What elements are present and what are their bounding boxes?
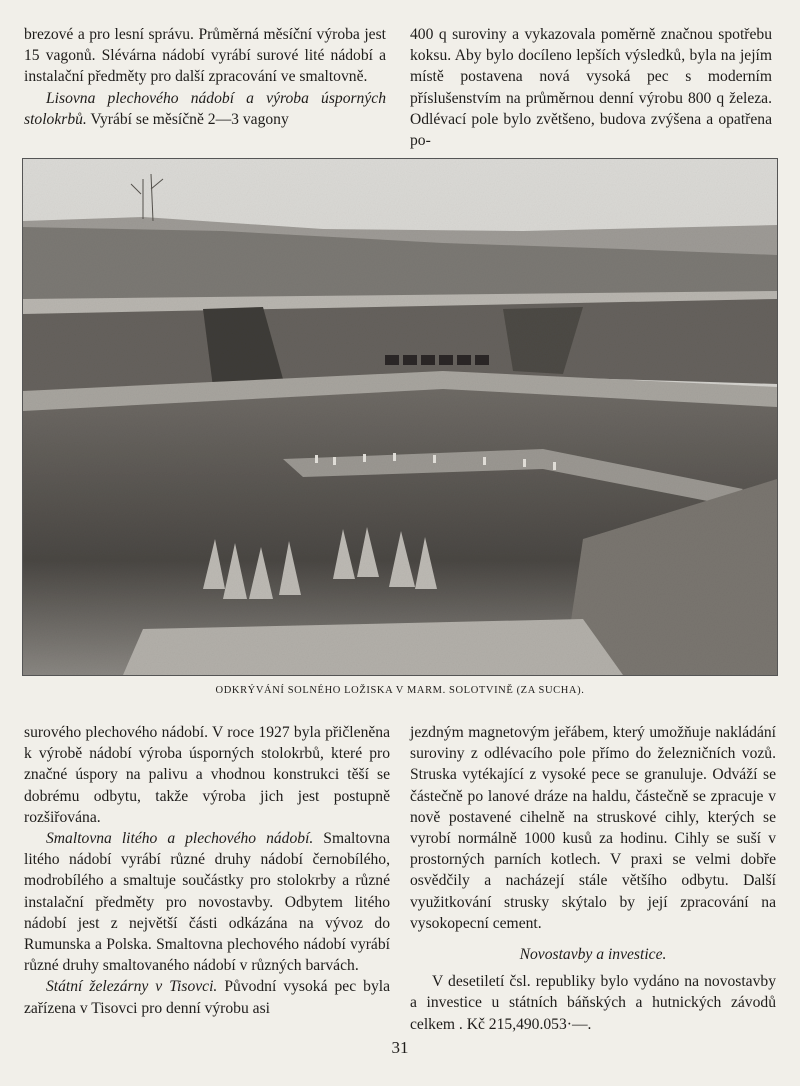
paragraph-text: Smaltovna litého nádobí vyrábí různé druhy nádobí černobílého, modrobílého a smaltuje součástky pro stolokrby a různé instalační předměty pro novostavby. Odbytem litého nádobí jest z největší části odkázána na vývoz do Rumunska a Polska. Smaltovna plechového nádobí vyrábí různé druhy smaltovaného nádobí v různých barvách. [24, 830, 390, 975]
paragraph: 400 q suroviny a vykazovala poměrně značnou spotřebu koksu. Aby bylo docíleno lepších výsledků, byla na jejím místě postavena nová vysoká pec s moderním příslušenstvím na průměrnou denní výrobu 800 q železa. Odlévací pole bylo zvětšeno, budova zvýšena a opatřena po- [410, 26, 772, 150]
paragraph [24, 828, 390, 976]
photograph-salt-mine [22, 158, 778, 676]
section-heading: Novostavby a investice. [519, 946, 667, 964]
photo-illustration [23, 159, 777, 675]
text-column-top-left [24, 24, 386, 130]
paragraph [24, 88, 386, 130]
section-title: Státní železárny v Tisovci. [46, 978, 218, 996]
paragraph: V desetiletí čsl. republiky bylo vydáno na novostavby a investice u státních báňských a hutnických závodů celkem . Kč 215,490.053·—. [410, 973, 776, 1033]
section-title: Smaltovna litého a plechového nádobí. [46, 830, 314, 848]
section-title: Lisovna plechového nádobí a výroba úsporných stolokrbů. [24, 89, 386, 128]
paragraph: surového plechového nádobí. V roce 1927 byla přičleněna k výrobě nádobí výroba úsporných stolokrbů, které pro značné úspory na palivu a vhodnou konstrukci těší se dobrému odbytu, takže výroba jich jest postupně rozšiřována. [24, 724, 390, 826]
figure-caption: ODKRÝVÁNÍ SOLNÉHO LOŽISKA V MARM. SOLOTVINĚ (ZA SUCHA). [215, 685, 585, 696]
text-column-top-right [410, 24, 772, 151]
paragraph-text: Vyrábí se měsíčně 2—3 vagony [86, 110, 289, 128]
paragraph [24, 976, 390, 1018]
text-column-bottom-left [24, 722, 390, 1019]
page-number: 31 [391, 1038, 409, 1057]
paragraph: jezdným magnetovým jeřábem, který umožňuje nakládání suroviny z odlévacího pole přímo do železničních vozů. Struska vytékající z vysoké pece se granuluje. Odváží se částečně po lanové dráze na haldu, částečně se zpracuje v nově postavené cihelně na struskové cihly, kterých se vyrobí normálně 1000 kusů za hodinu. Cihly se suší v prostorných parních kotlech. V praxi se velmi dobře osvědčily a nacházejí stále většího odbytu. Další využitkování strusky skýtalo by její zpracování na vysokopecní cement. [410, 724, 776, 932]
paragraph-text: Původní vysoká pec byla zařízena v Tisovci pro denní výrobu asi [24, 978, 390, 1017]
text-column-bottom-right [410, 722, 776, 1035]
paragraph: brezové a pro lesní správu. Průměrná měsíční výroba jest 15 vagonů. Slévárna nádobí vyrábí surové lité nádobí a instalační předměty pro další zpracování ve smaltovně. [24, 26, 386, 86]
